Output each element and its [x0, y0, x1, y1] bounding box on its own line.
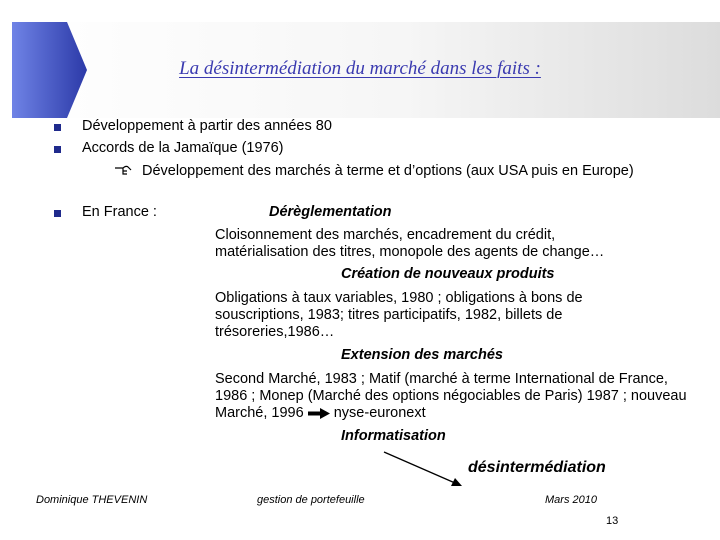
- bullet-marker: [54, 124, 61, 131]
- right-arrow-icon: [308, 408, 330, 419]
- sub-bullet-text: Développement des marchés à terme et d’options (aux USA puis en Europe): [142, 163, 634, 179]
- new-products-heading: Création de nouveaux produits: [341, 266, 555, 282]
- conclusion-text: désintermédiation: [468, 459, 606, 476]
- footer-course: gestion de portefeuille: [257, 494, 365, 506]
- page-number: 13: [606, 515, 619, 527]
- footer-author: Dominique THEVENIN: [36, 494, 148, 506]
- market-extension-text: [215, 371, 690, 422]
- slide-title: La désintermédiation du marché dans les faits :: [179, 58, 541, 79]
- market-extension-text-end: nyse-euronext: [333, 405, 426, 421]
- bullet-marker: [54, 210, 61, 217]
- pointing-hand-icon: [114, 165, 132, 177]
- deregulation-heading: Dérèglementation: [269, 204, 392, 220]
- bullet-text: Développement à partir des années 80: [82, 118, 332, 134]
- market-extension-text-main: Second Marché, 1983 ; Matif (marché à terme International de France, 1986 ; Monep (Marché des options négociables de Paris) 1987 ; nouveau Marché, 1996: [215, 371, 687, 421]
- bullet-marker: [54, 146, 61, 153]
- market-extension-heading: Extension des marchés: [341, 347, 503, 363]
- bullet-text: En France :: [82, 204, 157, 220]
- computerization-heading: Informatisation: [341, 428, 446, 444]
- bullet-text: Accords de la Jamaïque (1976): [82, 140, 284, 156]
- new-products-text: Obligations à taux variables, 1980 ; obligations à bons de souscriptions, 1983; titres participatifs, 1982, billets de trésoreries,1986…: [215, 290, 583, 340]
- deregulation-text: Cloisonnement des marchés, encadrement du crédit, matérialisation des titres, monopole des agents de change…: [215, 227, 605, 260]
- footer-date: Mars 2010: [545, 494, 597, 506]
